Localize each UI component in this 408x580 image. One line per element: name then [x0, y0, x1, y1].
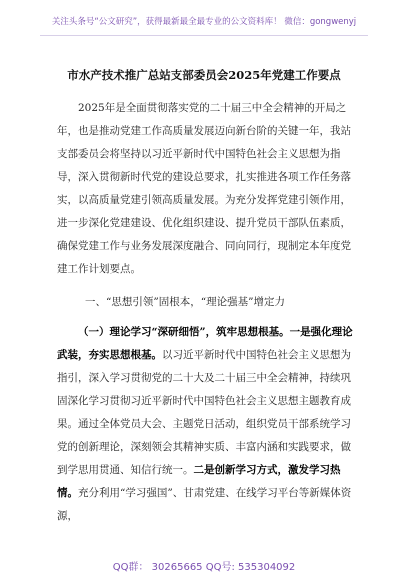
- text-one: 以习近平新时代中国特色社会主义思想为指引，深入学习贯彻党的二十大及二十届三中全会精神，持续巩固深化学习贯彻习近平新时代中国特色社会主义思想主题教育成果。通过全体党员大会、主题党日活动，组织党员干部系统学习党的创新理论，深刻领会其精神实质、丰富内涵和实践要求，做到学思用贯通、知信行统一。: [57, 349, 351, 476]
- text-two: 充分利用“学习强国”、甘肃党建、在线学习平台等新媒体资源，: [57, 487, 352, 522]
- document-body: [57, 97, 357, 528]
- emphasis-one: 一是强化理论武装，夯实思想根基。: [57, 326, 353, 361]
- subsection-paragraph: [57, 321, 357, 528]
- emphasis-two: 二是创新学习方式，激发学习热情。: [57, 464, 341, 499]
- section-one-heading: 一、“思想引领”固根本，“理论强基”增定力: [85, 296, 285, 308]
- header-promo-note: 关注头条号“公文研究”，获得最新最全最专业的公文资料库！ 微信：gongwenyj: [51, 17, 357, 27]
- intro-paragraph: 2025年是全面贯彻落实党的二十届三中全会精神的开局之年，也是推动党建工作高质量发展迈向新台阶的关键一年，我站支部委员会将坚持以习近平新时代中国特色社会主义思想为指导，深入贯彻新时代党的建设总要求，扎实推进各项工作任务落实，以高质量党建引领高质量发展。为充分发挥党建引领作用，进一步深化党建建设、优化组织建设、提升党员干部队伍素质，确保党建工作与业务发展深度融合、同向同行，现制定本年度党建工作计划要点。: [57, 102, 351, 275]
- header-divider: [40, 35, 368, 36]
- subsection-heading: （一）理论学习“深研细悟”，筑牢思想根基。: [78, 326, 290, 338]
- document-title: 市水产技术推广总站支部委员会2025年党建工作要点: [67, 68, 341, 82]
- footer-contact: QQ群： 30265665 QQ号: 535304092: [112, 562, 296, 573]
